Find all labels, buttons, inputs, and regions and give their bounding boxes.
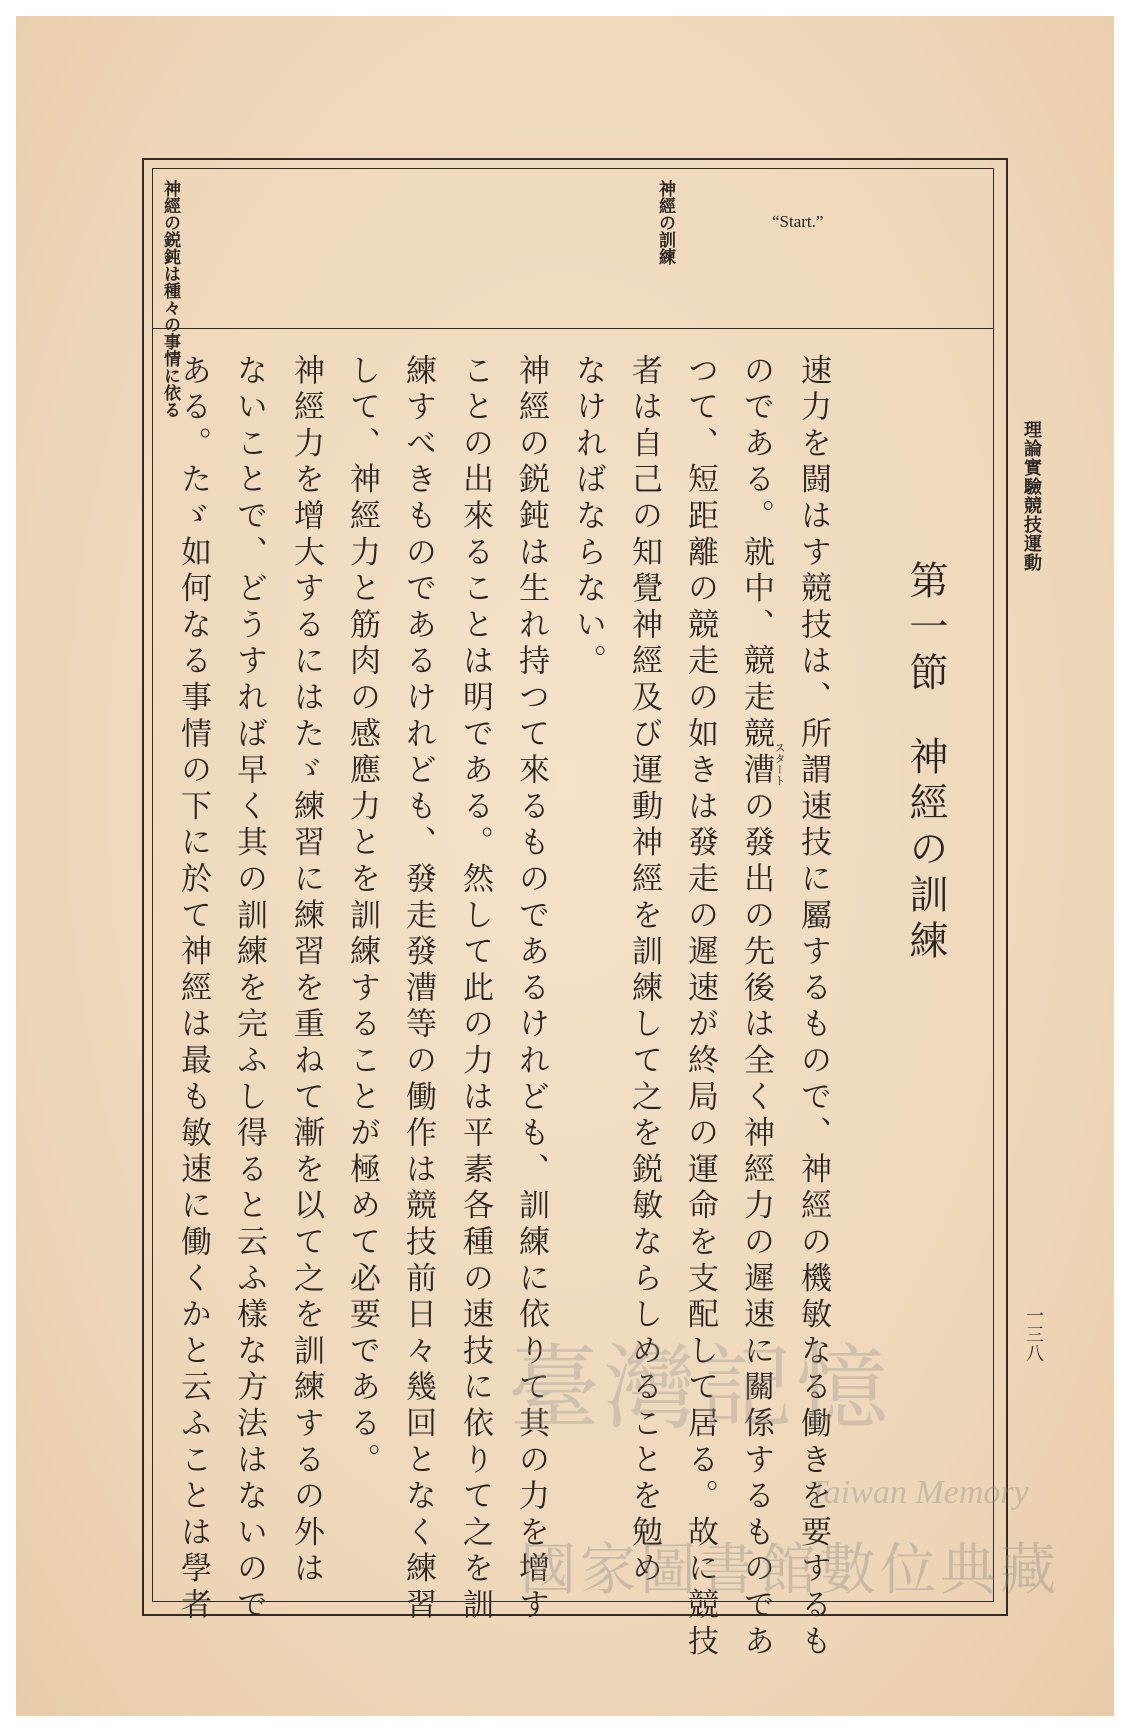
watermark-library: 國家圖書館數位典藏: [520, 1538, 1060, 1603]
body-column: ある。たゞ如何なる事情の下に於て神經は最も敏速に働くかと云ふことは學者: [176, 354, 211, 1625]
body-column: 速力を闘はす競技は、所謂速技に屬するもので、神經の機敏なる働きを要するも: [796, 354, 831, 1661]
body-column: のである。就中、競走競漕の發出の先後は全く神經力の遲速に關係するものであ: [739, 354, 774, 1661]
body-column: 神經の鋭鈍は生れ持つて來るものであるけれども、訓練に依りて其の力を增す: [514, 354, 549, 1625]
section-heading: [897, 560, 953, 966]
page-number: 一三八: [1023, 1306, 1044, 1363]
body-column: ことの出來ることは明である。然して此の力は平素各種の速技に依りて之を訓: [458, 354, 493, 1625]
body-column: なければならない。: [571, 354, 606, 681]
margin-note-nerve-training: 神經の訓練: [655, 180, 675, 265]
body-column: ないことで、どうすれば早く其の訓練を完ふし得ると云ふ樣な方法はないので: [232, 354, 267, 1625]
margin-note-divider: [152, 328, 994, 329]
section-title: 神經の訓練: [904, 736, 947, 966]
body-column: して、神經力と筋肉の感應力とを訓練することが極めて必要である。: [345, 354, 380, 1480]
watermark-logo-text: 臺灣記憶: [508, 1335, 893, 1442]
watermark-english: Taiwan Memory: [808, 1474, 1029, 1511]
body-column: つて、短距離の競走の如きは發走の遲速が終局の運命を支配して居る。故に競技: [683, 354, 718, 1661]
margin-note-start: “Start.”: [772, 212, 824, 231]
body-column: 神經力を增大するにはたゞ練習に練習を重ねて漸を以て之を訓練するの外は: [289, 354, 324, 1589]
running-head: 理論實驗競技運動: [1021, 420, 1042, 572]
margin-note-nerve-sharpness: 神經の鋭鈍は種々の事情に依る: [160, 180, 180, 418]
section-number: 第一節: [904, 560, 947, 698]
ruby-annotation: スタート: [773, 742, 786, 786]
body-column: 者は自己の知覺神經及び運動神經を訓練して之を鋭敏ならしめることを勉め: [627, 354, 662, 1589]
body-column: 練すべきものであるけれども、發走發漕等の働作は競技前日々幾回となく練習: [401, 354, 436, 1625]
